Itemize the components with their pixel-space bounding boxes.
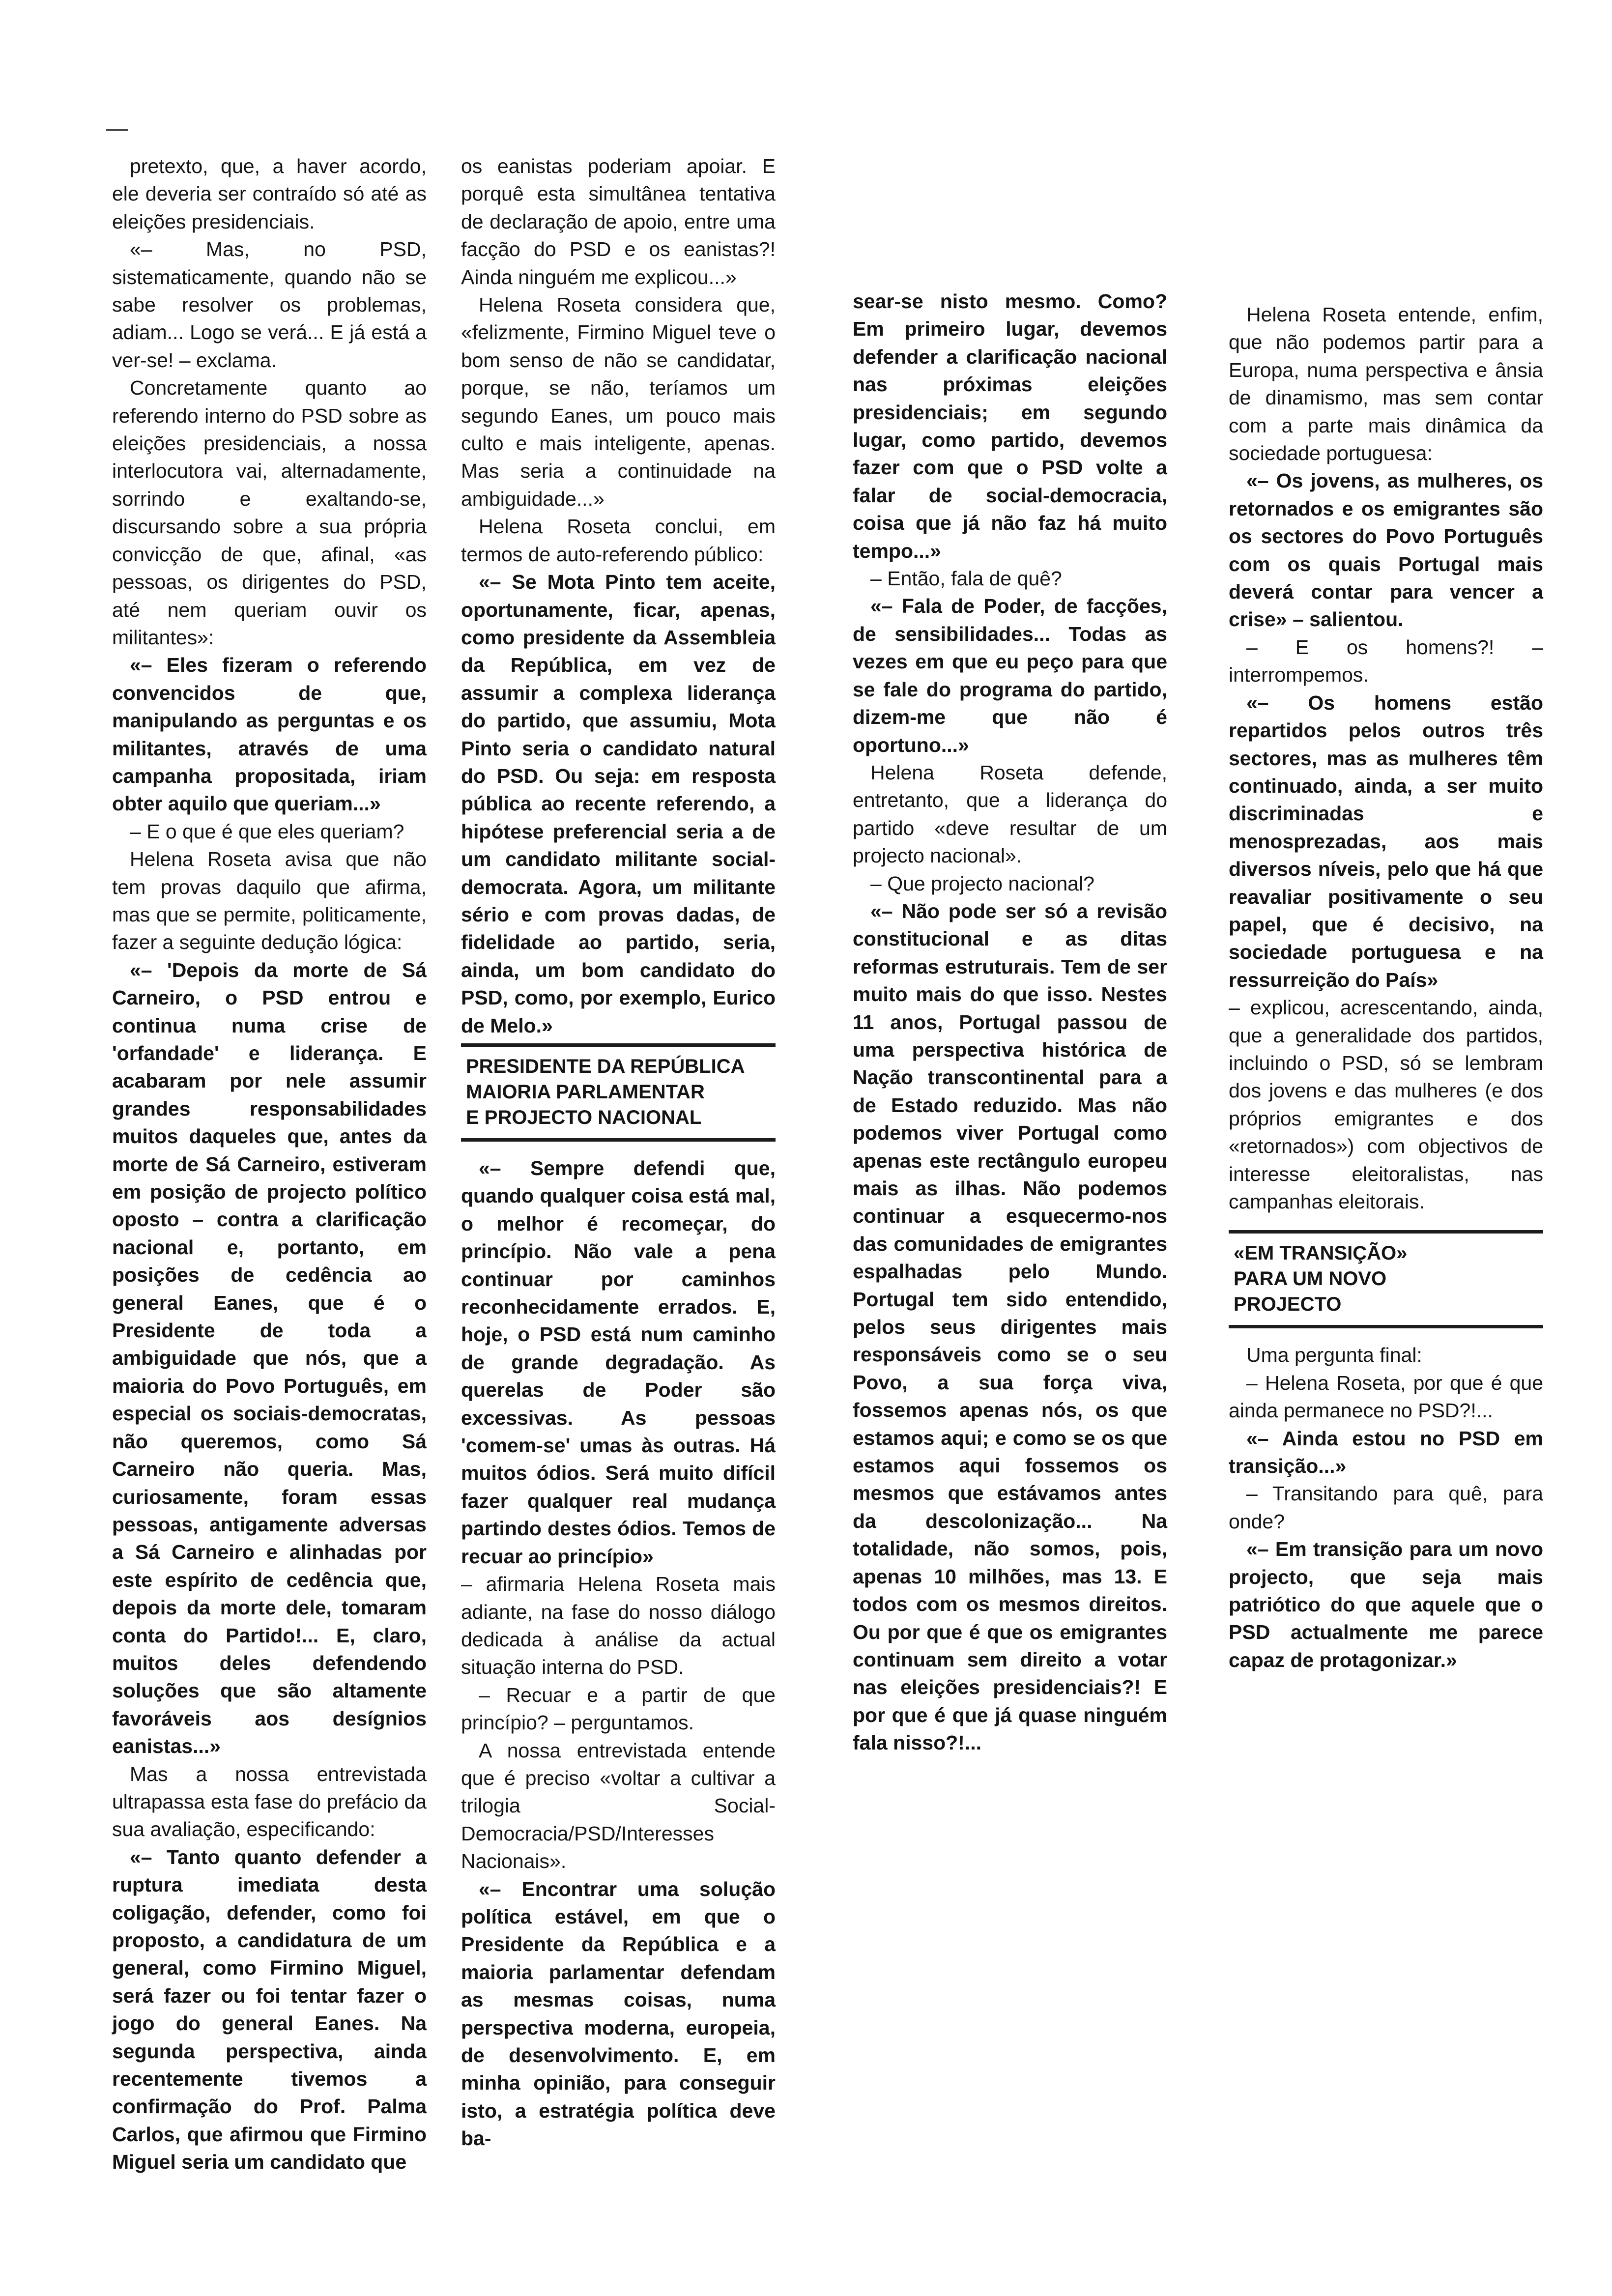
section-heading bbox=[461, 1043, 776, 1142]
section-heading-line: MAIORIA PARLAMENTAR bbox=[466, 1081, 705, 1103]
paragraph: Helena Roseta entende, enfim, que não podemos partir para a Europa, numa perspectiva e ânsia de dinamismo, mas sem contar com a parte mais dinâmica da sociedade portuguesa: bbox=[1229, 303, 1543, 465]
paragraph: «– Tanto quanto defender a ruptura imediata desta coligação, defender, como foi proposto, a candidatura de um general, como Firmino Miguel, será fazer ou foi tentar fazer o jogo do general Eanes. Na segunda perspectiva, ainda recentemente tivemos a confirmação do Prof. Palma Carlos, que afirmou que Firmino Miguel seria um candidato que bbox=[112, 1845, 427, 2174]
paragraph: «– Eles fizeram o referendo convencidos de que, manipulando as perguntas e os militantes, através de uma campanha propositada, iriam obter aquilo que queriam...» bbox=[112, 654, 427, 815]
article-column-4 bbox=[1229, 301, 1543, 1674]
paragraph: Helena Roseta conclui, em termos de auto-referendo público: bbox=[461, 515, 776, 566]
paragraph: – explicou, acrescentando, ainda, que a generalidade dos partidos, incluindo o PSD, só se lembram dos jovens e das mulheres (e dos próprios emigrantes e dos «retornados») com objectivos de interesse eleitoralistas, nas campanhas eleitorais. bbox=[1229, 996, 1543, 1213]
article-column-1 bbox=[112, 152, 427, 2176]
paragraph: – Transitando para quê, para onde? bbox=[1229, 1482, 1543, 1533]
paragraph: – Então, fala de quê? bbox=[870, 567, 1062, 590]
paragraph: – Que projecto nacional? bbox=[870, 872, 1094, 895]
paragraph: «– Sempre defendi que, quando qualquer coisa está mal, o melhor é recomeçar, do princípio. Não vale a pena continuar por caminhos reconhecidamente errados. E, hoje, o PSD está num caminho de grande degradação. As querelas de Poder são excessivas. As pessoas 'comem-se' umas às outras. Há muitos ódios. Será muito difícil fazer qualquer real mudança partindo destes ódios. Temos de recuar ao princípio» bbox=[461, 1157, 776, 1568]
paragraph: os eanistas poderiam apoiar. E porquê esta simultânea tentativa de declaração de apoio, entre uma facção do PSD e os eanistas?! Ainda ninguém me explicou...» bbox=[461, 155, 776, 288]
paragraph: Mas a nossa entrevistada ultrapassa esta fase do prefácio da sua avaliação, especificando: bbox=[112, 1762, 427, 1841]
article-column-2 bbox=[461, 152, 776, 2152]
paragraph: – E o que é que eles queriam? bbox=[130, 820, 404, 843]
paragraph: «– Ainda estou no PSD em transição...» bbox=[1229, 1427, 1543, 1478]
paragraph: Uma pergunta final: bbox=[1246, 1344, 1422, 1367]
paragraph: – Recuar e a partir de que princípio? – perguntamos. bbox=[461, 1683, 776, 1734]
paragraph: sear-se nisto mesmo. Como? Em primeiro lugar, devemos defender a clarificação nacional nas próximas eleições presidenciais; em segundo lugar, como partido, devemos fazer com que o PSD volte a falar de social-democracia, coisa que já não faz há muito tempo...» bbox=[853, 290, 1167, 562]
top-mark bbox=[106, 129, 128, 131]
paragraph: «– Os jovens, as mulheres, os retornados e os emigrantes são os sectores do Povo Português com os quais Portugal mais deverá contar para vencer a crise» – salientou. bbox=[1229, 469, 1543, 631]
paragraph: «– Mas, no PSD, sistematicamente, quando não se sabe resolver os problemas, adiam... Logo se verá... E já está a ver-se! – exclama. bbox=[112, 238, 427, 372]
paragraph: «– Não pode ser só a revisão constitucional e as ditas reformas estruturais. Tem de ser muito mais do que isso. Nestes 11 anos, Portugal passou de uma perspectiva histórica de Nação transcontinental para a de Estado reduzido. Mas não podemos viver Portugal como apenas este rectângulo europeu mais as ilhas. Não podemos continuar a esquecermo-nos das comunidades de emigrantes espalhadas pelo Mundo. Portugal tem sido entendido, pelos seus dirigentes mais responsáveis como se o seu Povo, a sua força viva, fossemos apenas nós, os que estamos aqui; e como se os que estamos aqui fossemos os mesmos que estávamos antes da descolonização... Na totalidade, não somos, pois, apenas 10 milhões, mas 13. E todos com os mesmos direitos. Ou por que é que os emigrantes continuam sem direito a votar nas eleições presidenciais?! E por que é que já quase ninguém fala nisso?!... bbox=[853, 899, 1167, 1754]
paragraph: pretexto, que, a haver acordo, ele deveria ser contraído só até as eleições presidenciais. bbox=[112, 155, 427, 233]
paragraph: – E os homens?! – interrompemos. bbox=[1229, 635, 1543, 687]
paragraph: Helena Roseta considera que, «felizmente, Firmino Miguel teve o bom senso de não se candidatar, porque, se não, teríamos um segundo Eanes, um pouco mais culto e mais inteligente, apenas. Mas seria a continuidade na ambiguidade...» bbox=[461, 293, 776, 510]
paragraph: «– Os homens estão repartidos pelos outros três sectores, mas as mulheres têm continuado, ainda, a ser muito discriminadas e menosprezadas, aos mais diversos níveis, pelo que há que reavaliar positivamente o seu papel, que é decisivo, na sociedade portuguesa e na ressurreição do País» bbox=[1229, 691, 1543, 991]
paragraph: Helena Roseta avisa que não tem provas daquilo que afirma, mas que se permite, politicamente, fazer a seguinte dedução lógica: bbox=[112, 848, 427, 954]
article-column-3 bbox=[853, 287, 1167, 1757]
paragraph: – Helena Roseta, por que é que ainda permanece no PSD?!... bbox=[1229, 1371, 1543, 1422]
paragraph: «– Em transição para um novo projecto, que seja mais patriótico do que aquele que o PSD actualmente me parece capaz de protagonizar.» bbox=[1229, 1538, 1543, 1671]
section-heading bbox=[1229, 1230, 1543, 1328]
paragraph: «– Fala de Poder, de facções, de sensibilidades... Todas as vezes em que eu peço para que se fale do programa do partido, dizem-me que não é oportuno...» bbox=[853, 595, 1167, 756]
section-heading-line: E PROJECTO NACIONAL bbox=[466, 1107, 702, 1128]
paragraph: «– Encontrar uma solução política estável, em que o Presidente da República e a maioria parlamentar defendam as mesmas coisas, numa perspectiva moderna, europeia, de desenvolvimento. E, em minha opinião, para conseguir isto, a estratégia política deve ba- bbox=[461, 1877, 776, 2150]
paragraph: Helena Roseta defende, entretanto, que a liderança do partido «deve resultar de um projecto nacional». bbox=[853, 761, 1167, 867]
paragraph: «– 'Depois da morte de Sá Carneiro, o PSD entrou e continua numa crise de 'orfandade' e liderança. E acabaram por nele assumir grandes responsabilidades muitos daqueles que, antes da morte de Sá Carneiro, estiveram em posição de projecto político oposto – contra a clarificação nacional e, portanto, em posições de cedência ao general Eanes, que é o Presidente de toda a ambiguidade que nós, que a maioria do Povo Português, em especial os sociais-democratas, não queremos, como Sá Carneiro não queria. Mas, curiosamente, foram essas pessoas, antigamente adversas a Sá Carneiro e alinhadas por este espírito de cedência que, depois da morte dele, tomaram conta do Partido!... E, claro, muitos deles defendendo soluções que são altamente favoráveis aos desígnios eanistas...» bbox=[112, 958, 427, 1758]
section-heading-line: PROJECTO bbox=[1234, 1293, 1342, 1316]
paragraph: A nossa entrevistada entende que é preciso «voltar a cultivar a trilogia Social-Democracia/PSD/Interesses Nacionais». bbox=[461, 1739, 776, 1873]
paragraph: – afirmaria Helena Roseta mais adiante, na fase do nosso diálogo dedicada à análise da actual situação interna do PSD. bbox=[461, 1573, 776, 1679]
paragraph: «– Se Mota Pinto tem aceite, oportunamente, ficar, apenas, como presidente da Assembleia da República, em vez de assumir a complexa liderança do partido, que assumiu, Mota Pinto seria o candidato natural do PSD. Ou seja: em resposta pública ao recente referendo, a hipótese preferencial seria a de um candidato militante social-democrata. Agora, um militante sério e com provas dadas, de fidelidade ao partido, seria, ainda, um bom candidato do PSD, como, por exemplo, Eurico de Melo.» bbox=[461, 571, 776, 1037]
section-heading-line: PRESIDENTE DA REPÚBLICA bbox=[466, 1056, 745, 1077]
section-heading-line: PARA UM NOVO bbox=[1234, 1268, 1387, 1290]
paragraph: Concretamente quanto ao referendo interno do PSD sobre as eleições presidenciais, a nossa interlocutora vai, alternadamente, sorrindo e exaltando-se, discursando sobre a sua própria convicção de que, afinal, «as pessoas, os dirigentes do PSD, até nem queriam ouvir os militantes»: bbox=[112, 376, 427, 649]
section-heading-line: «EM TRANSIÇÃO» bbox=[1234, 1242, 1408, 1264]
